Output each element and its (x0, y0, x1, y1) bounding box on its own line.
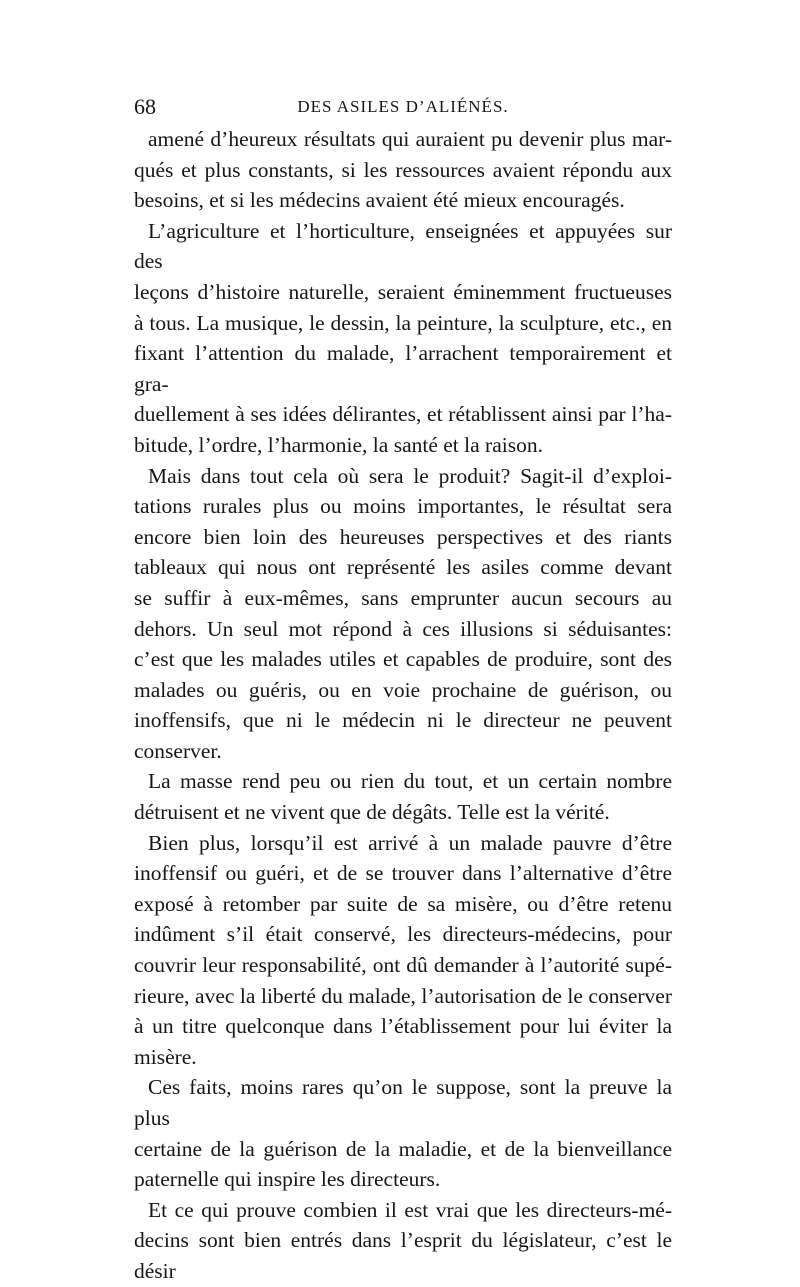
text-line: malades ou guéris, ou en voie prochaine de guérison, ou (134, 677, 672, 702)
text-line: détruisent et ne vivent que de dégâts. Telle est la vérité. (134, 800, 610, 825)
text-line: inoffensif ou guéri, et de se trouver dans l’alternative d’être (134, 861, 672, 886)
text-line: Ces faits, moins rares qu’on le suppose, sont la preuve la plus (134, 1075, 672, 1130)
text-line: paternelle qui inspire les directeurs. (134, 1167, 441, 1192)
text-line: se suffir à eux-mêmes, sans emprunter aucun secours au (134, 585, 672, 610)
text-line: leçons d’histoire naturelle, seraient éminemment fructueuses (134, 279, 672, 304)
text-line: dehors. Un seul mot répond à ces illusions si séduisantes: (134, 616, 672, 641)
text-line: conserver. (134, 738, 222, 763)
text-line: qués et plus constants, si les ressources avaient répondu aux (134, 157, 672, 182)
text-line: tations rurales plus ou moins importantes, le résultat sera (134, 494, 672, 519)
text-line: à un titre quelconque dans l’établissement pour lui éviter la (134, 1014, 672, 1039)
text-line: Bien plus, lorsqu’il est arrivé à un malade pauvre d’être (148, 830, 672, 855)
text-line: encore bien loin des heureuses perspectives et des riants (134, 524, 672, 549)
text-line: bitude, l’ordre, l’harmonie, la santé et la raison. (134, 432, 543, 457)
text-line: tableaux qui nous ont représenté les asiles comme devant (134, 555, 672, 580)
body-text (134, 124, 672, 1287)
text-line: à tous. La musique, le dessin, la peinture, la sculpture, etc., en (134, 310, 672, 335)
text-line: duellement à ses idées délirantes, et rétablissent ainsi par l’ha- (134, 402, 672, 427)
running-title: DES ASILES D’ALIÉNÉS. (297, 97, 509, 116)
text-line: Et ce qui prouve combien il est vrai que les directeurs-mé- (148, 1197, 672, 1222)
text-line: indûment s’il était conservé, les directeurs-médecins, pour (134, 922, 672, 947)
running-head (134, 94, 672, 120)
text-line: rieure, avec la liberté du malade, l’autorisation de le conserver (134, 983, 672, 1008)
text-line: misère. (134, 1044, 197, 1069)
text-line: besoins, et si les médecins avaient été mieux encouragés. (134, 188, 625, 213)
text-line: exposé à retomber par suite de sa misère, ou d’être retenu (134, 891, 672, 916)
text-line: fixant l’attention du malade, l’arrachent temporairement et gra- (134, 341, 672, 396)
text-line: c’est que les malades utiles et capables de produire, sont des (134, 647, 672, 672)
text-line: Mais dans tout cela où sera le produit? Sagit-il d’exploi- (148, 463, 672, 488)
text-line: inoffensifs, que ni le médecin ni le directeur ne peuvent (134, 708, 672, 733)
text-line: L’agriculture et l’horticulture, enseignées et appuyées sur des (134, 218, 672, 274)
text-line: La masse rend peu ou rien du tout, et un certain nombre (148, 769, 672, 794)
page-number: 68 (134, 94, 156, 119)
text-line: decins sont bien entrés dans l’esprit du législateur, c’est le désir (134, 1228, 672, 1283)
text-line: couvrir leur responsabilité, ont dû demander à l’autorité supé- (134, 953, 672, 978)
text-line: certaine de la guérison de la maladie, et de la bienveillance (134, 1136, 672, 1161)
text-line: amené d’heureux résultats qui auraient pu devenir plus mar- (148, 127, 672, 151)
